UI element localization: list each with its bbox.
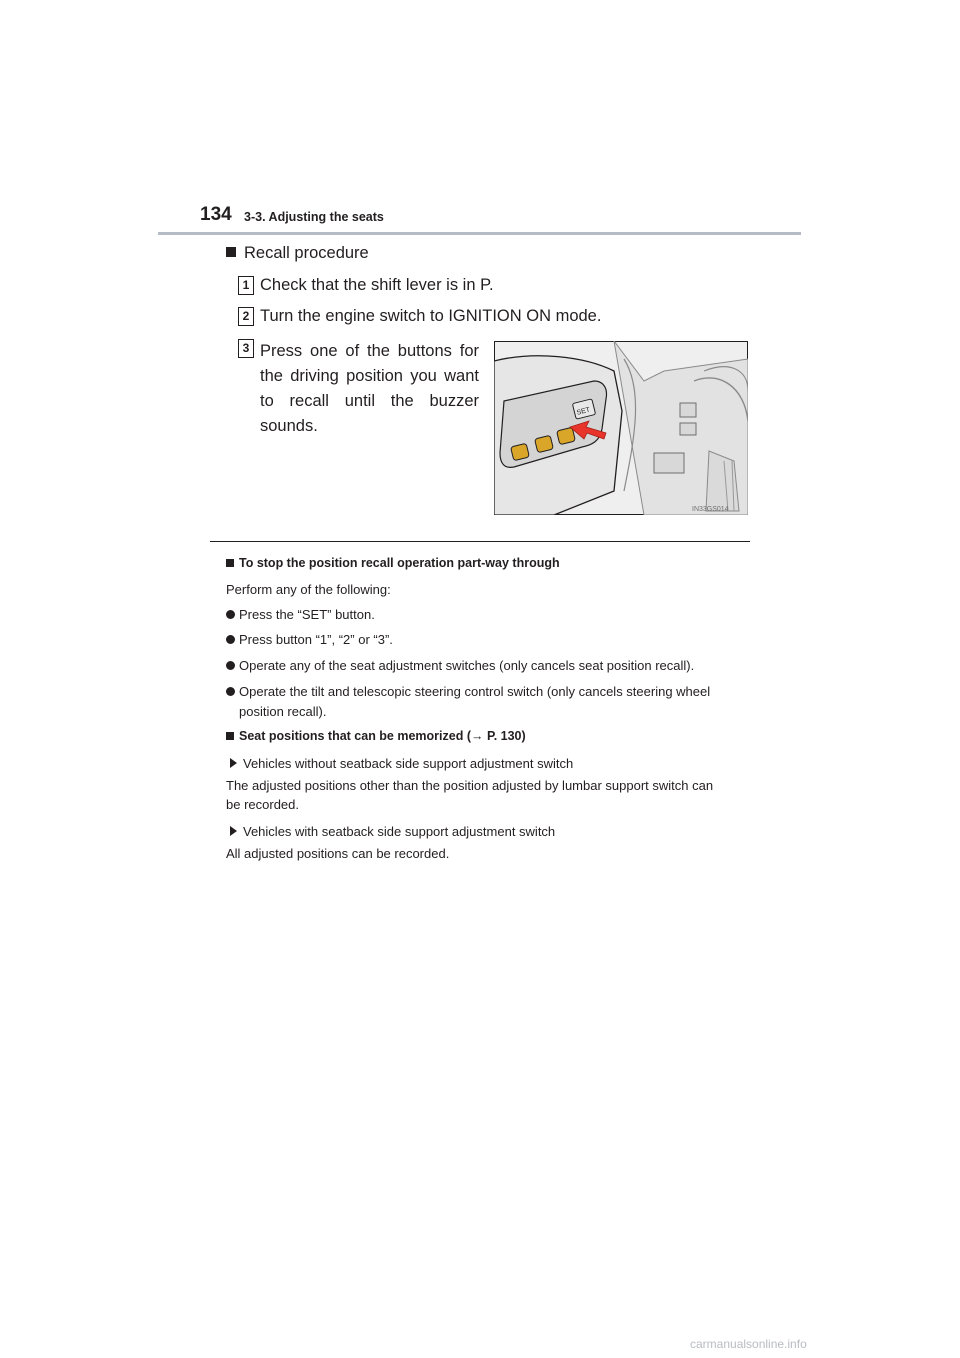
triangle-right-icon: [230, 826, 237, 836]
variant-description: All adjusted positions can be recorded.: [226, 846, 450, 861]
bullet-icon: [226, 610, 235, 619]
variant-description: The adjusted positions other than the position adjusted by lumbar support switch can: [226, 778, 714, 793]
variant-label-text: Vehicles without seatback side support adjustment switch: [243, 756, 574, 771]
bullet-icon: [226, 635, 235, 644]
variant-label: [230, 824, 555, 839]
section-title-text: Recall procedure: [244, 244, 369, 262]
note-square-icon: [226, 559, 234, 567]
variant-label: [230, 756, 573, 771]
page-reference-link[interactable]: P. 130): [483, 729, 526, 743]
step-number-3: 3: [238, 339, 254, 358]
bullet-icon: [226, 661, 235, 670]
stop-note-title: [226, 556, 560, 570]
triangle-right-icon: [230, 758, 237, 768]
step-text-1: Check that the shift lever is in P.: [260, 276, 494, 294]
section-title: [226, 244, 369, 263]
bullet-item: [226, 658, 694, 673]
stop-note-intro: Perform any of the following:: [226, 582, 391, 597]
variant-label-text: Vehicles with seatback side support adjustment switch: [243, 824, 556, 839]
bullet-continuation: position recall).: [239, 704, 327, 719]
step-number-2: 2: [238, 307, 254, 326]
notes-divider: [210, 541, 750, 542]
memorized-title-text: Seat positions that can be memorized (: [239, 729, 471, 743]
bullet-item: [226, 684, 710, 699]
page-number: 134: [200, 204, 232, 225]
variant-description: be recorded.: [226, 797, 299, 812]
door-switch-illustration: [494, 341, 748, 515]
memorized-note-title: [226, 729, 526, 743]
watermark: carmanualsonline.info: [690, 1337, 807, 1351]
step-text-3: Press one of the buttons for the driving position you want to recall until the buzzer sounds.: [260, 342, 479, 435]
bullet-item: [226, 607, 375, 622]
step-text-2: Turn the engine switch to IGNITION ON mode.: [260, 307, 602, 325]
header-rule: [158, 232, 801, 235]
bullet-item: [226, 632, 393, 647]
bullet-text: Press the “SET” button.: [239, 607, 375, 622]
chapter-title: 3-3. Adjusting the seats: [244, 210, 384, 224]
bullet-text: Operate any of the seat adjustment switches (only cancels seat position recall).: [239, 658, 695, 673]
set-button-label: SET: [575, 406, 591, 417]
bullet-icon: [226, 687, 235, 696]
illustration-code: IN33GS014: [692, 506, 729, 513]
bullet-text: Press button “1”, “2” or “3”.: [239, 632, 393, 647]
arrow-right-icon: →: [471, 729, 484, 743]
section-square-icon: [226, 247, 236, 257]
note-square-icon: [226, 732, 234, 740]
stop-note-title-text: To stop the position recall operation part-way through: [239, 556, 560, 570]
step-number-1: 1: [238, 276, 254, 295]
bullet-text: Operate the tilt and telescopic steering control switch (only cancels steering wheel: [239, 684, 711, 699]
